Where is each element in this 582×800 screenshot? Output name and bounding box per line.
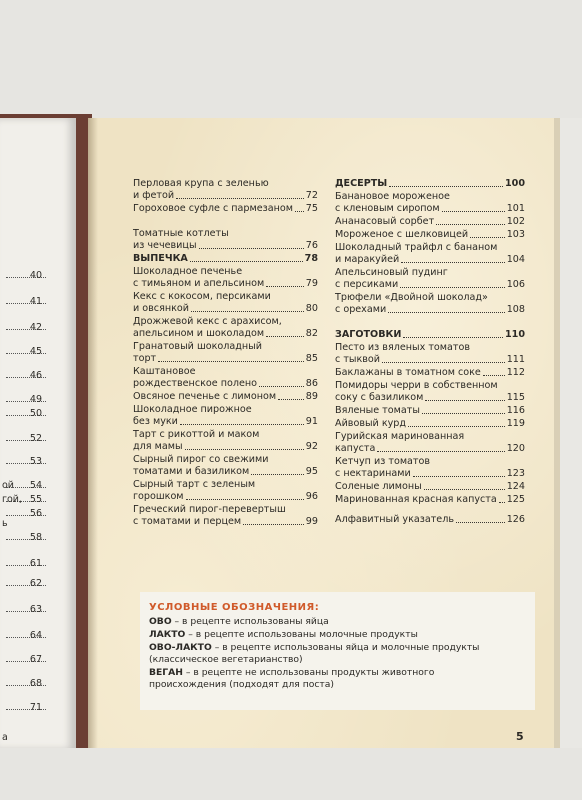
leader-dots [251, 474, 304, 475]
previous-page-row [0, 394, 76, 406]
toc-entry-title: Помидоры черри в собственном [335, 380, 498, 391]
toc-entry [133, 203, 318, 215]
toc-entry-title: апельсином и шоколадом [133, 328, 265, 339]
leader-dots [186, 499, 304, 500]
toc-entry-title: Дрожжевой кекс с арахисом, [133, 316, 282, 327]
toc-page-number: 82 [305, 328, 318, 339]
page-fold-shadow [88, 118, 98, 750]
previous-page-text: гой, [2, 494, 22, 505]
previous-page-number: 40 [29, 270, 42, 281]
toc-entry-line [133, 466, 318, 478]
toc-entry-title: Трюфели «Двойной шоколад» [335, 292, 488, 303]
scan-background-top [0, 0, 582, 118]
toc-entry-title: с орехами [335, 304, 387, 315]
previous-page-row [0, 702, 76, 714]
toc-entry [335, 229, 525, 241]
toc-entry-title: без муки [133, 416, 178, 427]
toc-entry-title: соку с базиликом [335, 392, 424, 403]
previous-page-row [0, 346, 76, 358]
toc-entry [335, 216, 525, 228]
toc-entry-line [335, 254, 525, 266]
toc-page-number: 103 [506, 229, 525, 240]
toc-entry [335, 367, 525, 379]
previous-page-edge [0, 118, 76, 750]
toc-entry-line [133, 240, 318, 252]
toc-entry-line [133, 190, 318, 202]
toc-entry [133, 266, 318, 290]
toc-entry-line [335, 405, 525, 417]
toc-entry-line [335, 329, 525, 341]
toc-page-number: 86 [305, 378, 318, 389]
leader-dots [266, 286, 304, 287]
toc-page-number: 79 [305, 278, 318, 289]
toc-entry [133, 341, 318, 365]
toc-entry-line [133, 178, 318, 190]
leader-dots [424, 489, 505, 490]
toc-entry-title: Песто из вяленых томатов [335, 342, 471, 353]
previous-page-number: 53 [29, 456, 42, 467]
toc-entry-title: Маринованная красная капуста [335, 494, 497, 505]
legend-item [149, 667, 529, 690]
legend-item [149, 629, 529, 641]
toc-entry-title: горошком [133, 491, 184, 502]
toc-entry-line [335, 279, 525, 291]
leader-dots [191, 311, 304, 312]
toc-entry-title: с персиками [335, 279, 399, 290]
legend-title: УСЛОВНЫЕ ОБОЗНАЧЕНИЯ: [149, 602, 320, 613]
previous-page-row [0, 456, 76, 468]
toc-entry [133, 178, 318, 202]
toc-entry-line [133, 353, 318, 365]
previous-page-text: ь [2, 518, 8, 529]
toc-entry [335, 494, 525, 506]
toc-entry-title: Овсяное печенье с лимоном [133, 391, 277, 402]
toc-entry [335, 292, 525, 316]
leader-dots [408, 426, 505, 427]
toc-entry-title: Банановое мороженое [335, 191, 450, 202]
toc-entry [335, 514, 525, 526]
toc-entry-line [335, 292, 525, 304]
leader-dots [403, 337, 503, 338]
legend-item-line [149, 654, 529, 666]
toc-entry [335, 456, 525, 480]
legend-term: ОВО-ЛАКТО [149, 642, 212, 653]
page-number: 5 [516, 730, 524, 743]
toc-entry-line [335, 178, 525, 190]
leader-dots [377, 451, 504, 452]
toc-entry-title: с нектаринами [335, 468, 411, 479]
toc-entry [335, 418, 525, 430]
previous-page-number: 45 [29, 346, 42, 357]
toc-entry-title: Шоколадное печенье [133, 266, 243, 277]
toc-entry-title: Гурийская маринованная [335, 431, 465, 442]
toc-page-number: 116 [506, 405, 525, 416]
toc-entry-line [133, 479, 318, 491]
toc-entry-line [133, 278, 318, 290]
toc-entry-line [133, 491, 318, 503]
leader-dots [176, 198, 304, 199]
toc-entry [335, 267, 525, 291]
toc-entry-title: и маракуйей [335, 254, 400, 265]
toc-entry-title: Перловая крупа с зеленью [133, 178, 269, 189]
toc-entry-line [335, 216, 525, 228]
toc-page-number: 110 [504, 329, 525, 340]
toc-entry [133, 454, 318, 478]
toc-page-number: 104 [506, 254, 525, 265]
toc-entry-title: и фетой [133, 190, 175, 201]
leader-dots [388, 312, 504, 313]
previous-page-fragment [0, 518, 76, 530]
toc-entry-title: Сырный тарт с зеленым [133, 479, 256, 490]
leader-dots [470, 237, 505, 238]
toc-entry-title: Алфавитный указатель [335, 514, 454, 525]
previous-page-row [0, 270, 76, 282]
toc-entry [133, 316, 318, 340]
legend-item [149, 616, 529, 628]
toc-entry-title: Баклажаны в томатном соке [335, 367, 481, 378]
previous-page-row [0, 654, 76, 666]
toc-page-number: 76 [305, 240, 318, 251]
toc-entry-title: торт [133, 353, 157, 364]
legend-description: – в рецепте использованы яйца [174, 616, 329, 627]
leader-dots [185, 449, 304, 450]
toc-entry [335, 329, 525, 341]
toc-entry-title: ЗАГОТОВКИ [335, 329, 402, 340]
previous-page-number: 50 [29, 408, 42, 419]
toc-entry-line [335, 191, 525, 203]
toc-entry [133, 391, 318, 403]
previous-page-row [0, 532, 76, 544]
toc-page-number: 78 [304, 253, 318, 264]
toc-entry [335, 405, 525, 417]
toc-entry-line [335, 494, 525, 506]
toc-entry-line [133, 328, 318, 340]
toc-entry-title: рождественское полено [133, 378, 258, 389]
toc-entry-line [335, 431, 525, 443]
toc-entry-line [133, 391, 318, 403]
toc-entry-line [335, 354, 525, 366]
previous-page-row [0, 296, 76, 308]
toc-entry-title: и овсянкой [133, 303, 190, 314]
toc-entry-line [133, 504, 318, 516]
toc-entry-line [133, 454, 318, 466]
toc-entry-title: Вяленые томаты [335, 405, 420, 416]
previous-page-number: 62 [29, 578, 42, 589]
toc-entry-line [133, 253, 318, 265]
toc-entry-line [335, 481, 525, 493]
toc-entry-line [133, 291, 318, 303]
toc-entry-line [335, 380, 525, 392]
toc-entry-line [133, 228, 318, 240]
toc-entry-title: Шоколадное пирожное [133, 404, 252, 415]
previous-page-number: 64 [29, 630, 42, 641]
scan-background-bottom [0, 748, 582, 800]
legend-item-line [149, 667, 529, 679]
legend-description: – в рецепте использованы яйца и молочные продукты [214, 642, 480, 653]
previous-page-number: 67 [29, 654, 42, 665]
previous-page-row [0, 370, 76, 382]
toc-entry-title: с кленовым сиропом [335, 203, 440, 214]
toc-entry-line [133, 516, 318, 528]
leader-dots [180, 424, 304, 425]
previous-page-number: 46 [29, 370, 42, 381]
toc-entry-title: Греческий пирог-перевертыш [133, 504, 286, 515]
toc-entry [133, 404, 318, 428]
previous-page-row [0, 558, 76, 570]
toc-entry [133, 479, 318, 503]
previous-page-number: 71 [29, 702, 42, 713]
toc-page-number: 115 [506, 392, 525, 403]
toc-entry-line [335, 456, 525, 468]
leader-dots [436, 224, 505, 225]
toc-page-number: 85 [305, 353, 318, 364]
previous-page-fragment [0, 480, 76, 492]
toc-entry [335, 191, 525, 215]
toc-entry [133, 228, 318, 252]
leader-dots [259, 386, 304, 387]
toc-page-number: 96 [305, 491, 318, 502]
toc-entry [133, 429, 318, 453]
legend-item-line [149, 642, 529, 654]
toc-page-number: 123 [506, 468, 525, 479]
leader-dots [425, 400, 504, 401]
previous-page-number: 41 [29, 296, 42, 307]
toc-entry [335, 242, 525, 266]
toc-entry-line [335, 418, 525, 430]
leader-dots [199, 248, 304, 249]
toc-entry [133, 291, 318, 315]
toc-entry-line [335, 392, 525, 404]
toc-entry-line [335, 229, 525, 241]
leader-dots [190, 261, 303, 262]
toc-page-number: 119 [506, 418, 525, 429]
toc-page-number: 75 [305, 203, 318, 214]
toc-page-number: 102 [506, 216, 525, 227]
toc-entry-line [335, 267, 525, 279]
toc-entry [335, 380, 525, 404]
toc-page-number: 111 [506, 354, 525, 365]
toc-entry-title: Кетчуп из томатов [335, 456, 431, 467]
toc-entry-line [133, 203, 318, 215]
toc-page-number: 112 [506, 367, 525, 378]
previous-page-number: 42 [29, 322, 42, 333]
toc-page-number: 101 [506, 203, 525, 214]
legend-term: ОВО [149, 616, 172, 627]
previous-page-row [0, 678, 76, 690]
toc-entry [335, 481, 525, 493]
previous-page-text: ой [2, 480, 14, 491]
toc-entry-line [335, 514, 525, 526]
leader-dots [243, 524, 304, 525]
leader-dots [442, 211, 505, 212]
leader-dots [422, 413, 505, 414]
toc-page-number: 120 [506, 443, 525, 454]
toc-page-number: 89 [305, 391, 318, 402]
toc-entry-line [335, 342, 525, 354]
toc-entry [133, 366, 318, 390]
toc-entry-title: Мороженое с шелковицей [335, 229, 469, 240]
toc-entry [335, 342, 525, 366]
previous-page-row [0, 433, 76, 445]
leader-dots [382, 362, 505, 363]
previous-page-fragment [0, 494, 76, 506]
toc-page-number: 72 [305, 190, 318, 201]
legend-item-line [149, 616, 529, 628]
toc-entry-title: ВЫПЕЧКА [133, 253, 188, 264]
toc-page-number: 99 [305, 516, 318, 527]
toc-entry-title: для мамы [133, 441, 183, 452]
previous-page-row [0, 322, 76, 334]
toc-entry-line [335, 443, 525, 455]
legend-description: (классическое вегетарианство) [149, 653, 303, 665]
toc-entry-line [335, 468, 525, 480]
toc-entry-line [335, 203, 525, 215]
leader-dots [295, 211, 304, 212]
leader-dots [389, 186, 503, 187]
legend-description: происхождения (подходят для поста) [149, 678, 334, 690]
toc-entry-title: Тарт с рикоттой и маком [133, 429, 260, 440]
leader-dots [278, 399, 304, 400]
toc-entry-title: Айвовый курд [335, 418, 407, 429]
toc-entry-title: капуста [335, 443, 376, 454]
toc-entry [335, 431, 525, 455]
toc-entry-title: Апельсиновый пудинг [335, 267, 448, 278]
toc-page-number: 91 [305, 416, 318, 427]
previous-page-number: 54 [29, 480, 42, 491]
leader-dots [499, 502, 505, 503]
toc-entry-title: с томатами и перцем [133, 516, 242, 527]
previous-page-number: 68 [29, 678, 42, 689]
toc-entry-line [133, 266, 318, 278]
toc-entry-line [133, 303, 318, 315]
toc-page-number: 125 [506, 494, 525, 505]
toc-entry [133, 504, 318, 528]
toc-page-number: 95 [305, 466, 318, 477]
toc-entry-title: Сырный пирог со свежими [133, 454, 269, 465]
leader-dots [400, 287, 504, 288]
toc-page-number: 108 [506, 304, 525, 315]
previous-page-row [0, 604, 76, 616]
toc-entry-line [335, 242, 525, 254]
page-edge [554, 118, 560, 750]
legend-term: ЛАКТО [149, 629, 186, 640]
toc-entry-title: Ананасовый сорбет [335, 216, 435, 227]
toc-entry-line [133, 341, 318, 353]
legend-term: ВЕГАН [149, 667, 183, 678]
previous-page-number: 58 [29, 532, 42, 543]
toc-entry-line [133, 366, 318, 378]
toc-entry-title: Каштановое [133, 366, 196, 377]
toc-page-number: 80 [305, 303, 318, 314]
toc-entry-title: с тыквой [335, 354, 381, 365]
toc-entry-title: Гранатовый шоколадный [133, 341, 262, 352]
previous-page-number: 61 [29, 558, 42, 569]
toc-entry-title: Кекс с кокосом, персиками [133, 291, 271, 302]
leader-dots [456, 522, 505, 523]
toc-entry-line [335, 304, 525, 316]
legend-description: – в рецепте не использованы продукты животного [185, 667, 435, 678]
previous-page-fragment [0, 732, 76, 744]
previous-page-number: 52 [29, 433, 42, 444]
previous-page-row [0, 578, 76, 590]
toc-entry-title: томатами и базиликом [133, 466, 250, 477]
toc-entry-line [133, 404, 318, 416]
toc-entry [335, 178, 525, 190]
toc-entry-line [133, 316, 318, 328]
toc-entry-line [133, 378, 318, 390]
previous-page-number: 55 [29, 494, 42, 505]
toc-page-number: 106 [506, 279, 525, 290]
toc-entry-line [133, 441, 318, 453]
leader-dots [158, 361, 304, 362]
previous-page-text: а [2, 732, 8, 743]
previous-page-number: 49 [29, 394, 42, 405]
toc-entry-title: Гороховое суфле с пармезаном [133, 203, 294, 214]
toc-entry-title: из чечевицы [133, 240, 197, 251]
previous-page-number: 63 [29, 604, 42, 615]
leader-dots [483, 375, 505, 376]
previous-page-row [0, 408, 76, 420]
leader-dots [401, 262, 504, 263]
toc-page-number: 126 [506, 514, 525, 525]
toc-entry-title: ДЕСЕРТЫ [335, 178, 388, 189]
leader-dots [413, 476, 505, 477]
previous-page-row [0, 630, 76, 642]
toc-page-number: 124 [506, 481, 525, 492]
toc-entry-title: Соленые лимоны [335, 481, 422, 492]
previous-page-number: 56 [29, 508, 42, 519]
legend-item [149, 642, 529, 665]
toc-entry-line [133, 416, 318, 428]
toc-entry [133, 253, 318, 265]
toc-page-number: 100 [504, 178, 525, 189]
legend-description: – в рецепте использованы молочные продукты [188, 629, 418, 640]
toc-entry-title: с тимьяном и апельсином [133, 278, 265, 289]
toc-entry-line [335, 367, 525, 379]
legend-item-line [149, 629, 529, 641]
legend-item-line [149, 679, 529, 691]
toc-entry-title: Шоколадный трайфл с бананом [335, 242, 498, 253]
toc-page-number: 92 [305, 441, 318, 452]
legend-box [140, 592, 535, 710]
toc-entry-title: Томатные котлеты [133, 228, 229, 239]
toc-entry-line [133, 429, 318, 441]
leader-dots [266, 336, 304, 337]
